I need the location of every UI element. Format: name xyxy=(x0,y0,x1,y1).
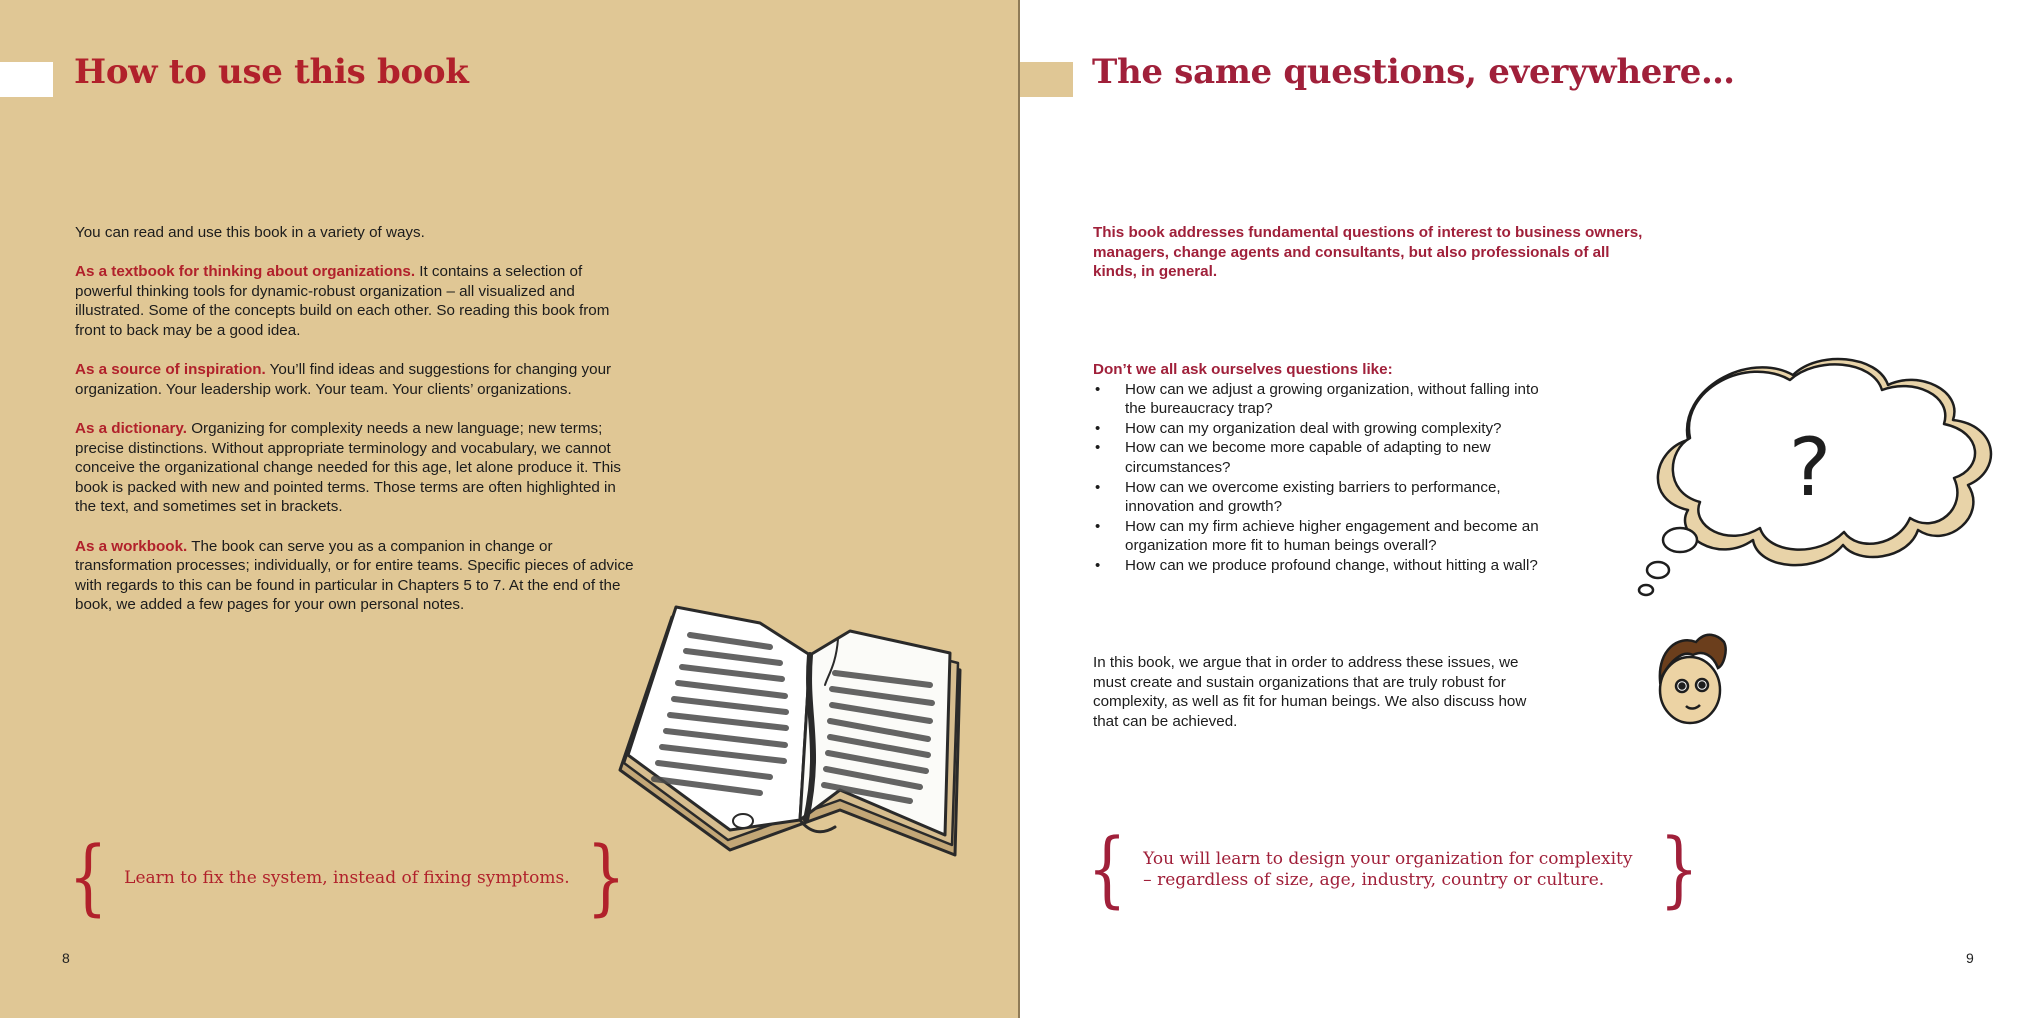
section-lead: As a dictionary. xyxy=(75,419,187,437)
question-mark-icon: ? xyxy=(1788,421,1832,514)
list-item: • How can we become more capable of adapting to new circumstances? xyxy=(1093,438,1553,477)
list-item: • How can we adjust a growing organization, without falling into the bureaucracy trap? xyxy=(1093,380,1553,419)
quote-text: Learn to fix the system, instead of fixing symptoms. xyxy=(124,867,570,888)
section-workbook xyxy=(75,537,640,615)
list-item: • How can we produce profound change, without hitting a wall? xyxy=(1093,556,1553,576)
conclusion-paragraph: In this book, we argue that in order to address these issues, we must create and sustain organizations that are truly robust for complexity, as well as fit for human beings. We also discuss how that can be achieved. xyxy=(1093,654,1527,730)
thinking-person-illustration xyxy=(1618,350,2023,735)
section-lead: As a workbook. xyxy=(75,537,188,555)
questions-heading: Don’t we all ask ourselves questions like: xyxy=(1093,361,1393,378)
page-title: How to use this book xyxy=(74,52,469,92)
quote-text: You will learn to design your organization for complexity – regardless of size, age, industry, country or culture. xyxy=(1143,849,1633,890)
right-brace-icon: } xyxy=(586,830,626,925)
callout-quote xyxy=(62,832,632,924)
section-lead: As a textbook for thinking about organizations. xyxy=(75,263,416,281)
right-page xyxy=(1018,0,2037,1018)
questions-block xyxy=(1093,360,1553,576)
page-title: The same questions, everywhere… xyxy=(1092,52,1735,92)
questions-list xyxy=(1093,380,1553,576)
list-item: • How can my organization deal with growing complexity? xyxy=(1093,419,1553,439)
callout-quote xyxy=(1081,824,1705,916)
page-number: 9 xyxy=(1966,950,1974,966)
intro-paragraph: You can read and use this book in a variety of ways. xyxy=(75,224,425,241)
open-book-illustration xyxy=(610,595,965,865)
left-brace-icon: { xyxy=(68,830,108,925)
intro-paragraph: This book addresses fundamental questions of interest to business owners, managers, change agents and consultants, but also professionals of all kinds, in general. xyxy=(1093,224,1643,281)
section-text: It contains a selection of powerful thinking tools for dynamic-robust organization – all visualized and illustrated. Some of the concepts build on each other. So reading this book from front to back may be a good idea. xyxy=(75,263,610,339)
section-text: You’ll find ideas and suggestions for changing your organization. Your leadership work. Your team. Your clients’ organizations. xyxy=(75,361,612,398)
list-item: • How can we overcome existing barriers to performance, innovation and growth? xyxy=(1093,478,1553,517)
right-brace-icon: } xyxy=(1659,822,1699,917)
section-textbook xyxy=(75,262,640,340)
section-text: The book can serve you as a companion in change or transformation processes; individually, or for entire teams. Specific pieces of advice with regards to this can be found in particular in Chapters 5 to 7. At the end of the book, we added a few pages for your own personal notes. xyxy=(75,537,634,614)
list-item: • How can my firm achieve higher engagement and become an organization more fit to human beings overall? xyxy=(1093,517,1553,556)
left-body xyxy=(75,223,640,634)
chapter-tab-marker xyxy=(0,62,53,97)
section-lead: As a source of inspiration. xyxy=(75,361,266,379)
section-text: Organizing for complexity needs a new language; new terms; precise distinctions. Without appropriate terminology and vocabulary, we cannot conceive the organizational change needed for this age, let alone produce it. This book is packed with new and pointed terms. Those terms are often highlighted in the text, and sometimes set in brackets. xyxy=(75,419,621,516)
page-number: 8 xyxy=(62,950,70,966)
left-brace-icon: { xyxy=(1087,822,1127,917)
left-page xyxy=(0,0,1018,1018)
chapter-tab-marker xyxy=(1020,62,1073,97)
section-inspiration xyxy=(75,360,640,399)
section-dictionary xyxy=(75,419,640,517)
